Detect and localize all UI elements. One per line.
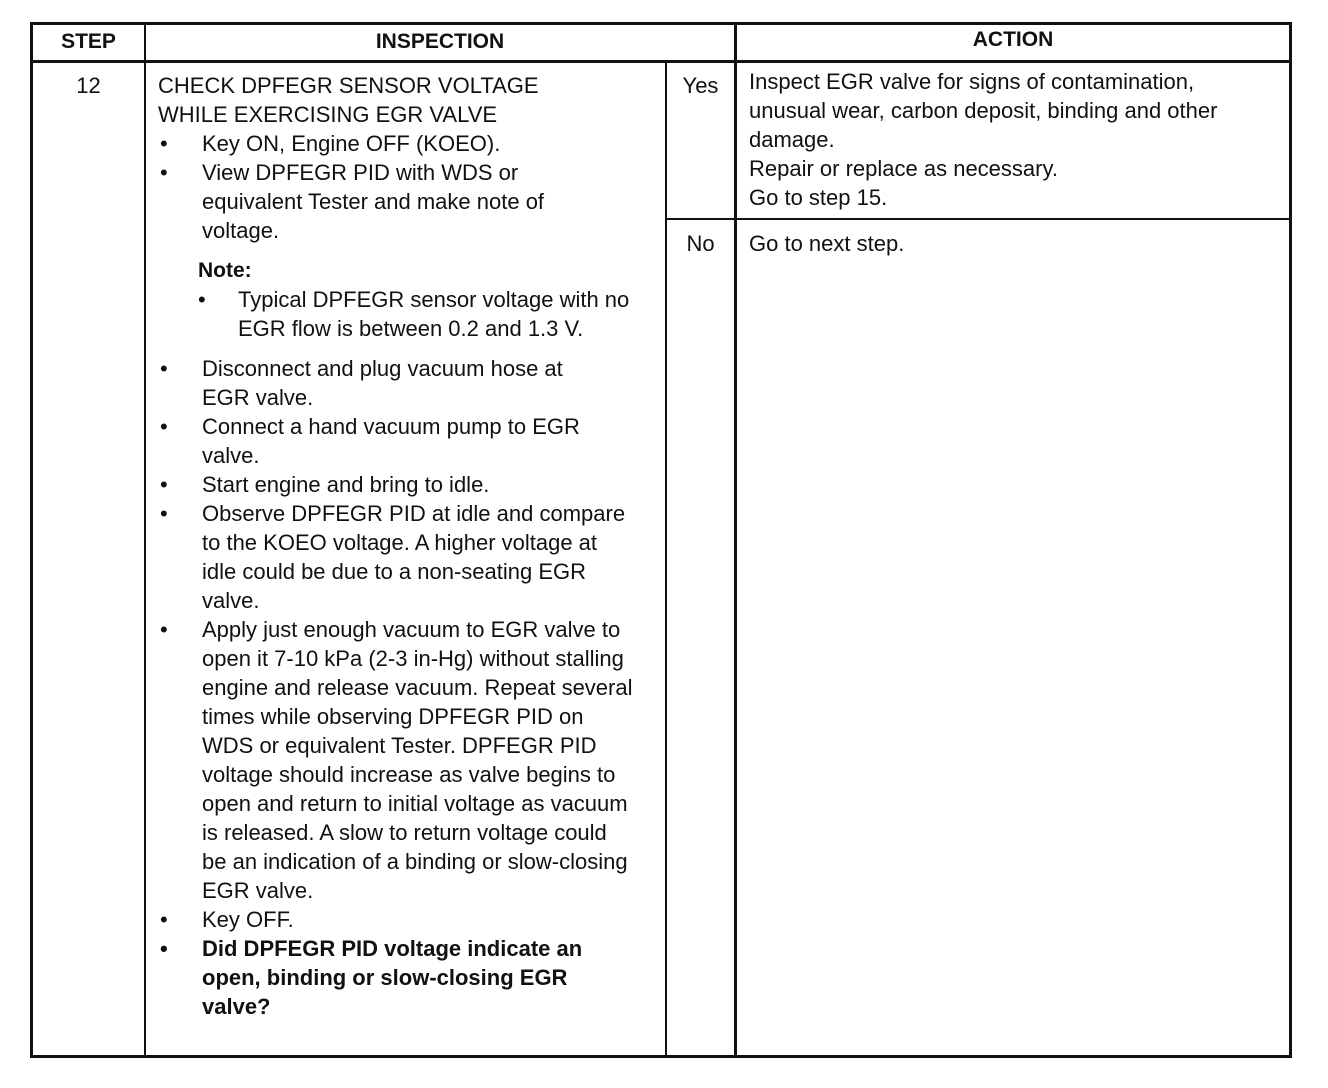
header-inspection: INSPECTION bbox=[375, 30, 505, 53]
action-line: damage. bbox=[749, 127, 835, 152]
action-line: unusual wear, carbon deposit, binding and other bbox=[749, 98, 1218, 123]
table-border-top bbox=[30, 22, 1292, 25]
bullet-item: • Start engine and bring to idle. bbox=[158, 470, 633, 499]
note-label: Note: bbox=[198, 259, 252, 282]
table-border-bottom bbox=[30, 1055, 1292, 1058]
answer-no-label: No bbox=[686, 231, 715, 256]
bullet-item: • Key ON, Engine OFF (KOEO). bbox=[158, 129, 663, 158]
action-yes bbox=[749, 67, 1284, 212]
inspection-cell bbox=[158, 71, 663, 1021]
note-block bbox=[158, 256, 663, 343]
answer-column-divider bbox=[665, 62, 667, 1058]
answer-yes-label: Yes bbox=[682, 73, 719, 98]
step-column-divider bbox=[144, 22, 146, 1058]
inspection-title bbox=[158, 71, 663, 129]
table-border-left bbox=[30, 22, 33, 1058]
note-list bbox=[198, 285, 663, 343]
bullet-item: • Key OFF. bbox=[158, 905, 633, 934]
table-border-right bbox=[1289, 22, 1292, 1058]
header-action: ACTION bbox=[972, 28, 1054, 51]
inspection-title-line: CHECK DPFEGR SENSOR VOLTAGE bbox=[158, 73, 539, 98]
bullet-item: • Connect a hand vacuum pump to EGR valve. bbox=[158, 412, 633, 470]
bullet-item: • Observe DPFEGR PID at idle and compare to the KOEO voltage. A higher voltage at idle could be due to a non-seating EGR valve. bbox=[158, 499, 633, 615]
step-number: 12 bbox=[76, 73, 101, 98]
bullet-item: • Disconnect and plug vacuum hose at EGR valve. bbox=[158, 354, 633, 412]
action-line: Repair or replace as necessary. bbox=[749, 156, 1058, 181]
inspection-title-line: WHILE EXERCISING EGR VALVE bbox=[158, 102, 498, 127]
bullet-item: • View DPFEGR PID with WDS or equivalent Tester and make note of voltage. bbox=[158, 158, 663, 245]
header-divider bbox=[30, 60, 1292, 63]
action-column-divider bbox=[734, 22, 737, 1058]
action-line: Go to step 15. bbox=[749, 185, 888, 210]
action-no bbox=[749, 229, 1284, 258]
bullet-list-before-note bbox=[158, 129, 663, 245]
question-item: • Did DPFEGR PID voltage indicate an open, binding or slow-closing EGR valve? bbox=[158, 934, 633, 1021]
action-line: Inspect EGR valve for signs of contamination, bbox=[749, 69, 1195, 94]
note-item: • Typical DPFEGR sensor voltage with no EGR flow is between 0.2 and 1.3 V. bbox=[198, 285, 663, 343]
header-step: STEP bbox=[61, 30, 116, 53]
bullet-item: • Apply just enough vacuum to EGR valve to open it 7-10 kPa (2-3 in-Hg) without stalling engine and release vacuum. Repeat several times while observing DPFEGR PID on WDS or equivalent Tester. DPFEGR PID voltage should increase as valve begins to open and return to initial voltage as vacuum is released. A slow to return voltage could be an indication of a binding or slow-closing EGR valve. bbox=[158, 615, 633, 905]
action-line: Go to next step. bbox=[749, 231, 905, 256]
bullet-list-after-note bbox=[158, 354, 663, 1021]
answer-row-divider bbox=[666, 218, 1291, 220]
